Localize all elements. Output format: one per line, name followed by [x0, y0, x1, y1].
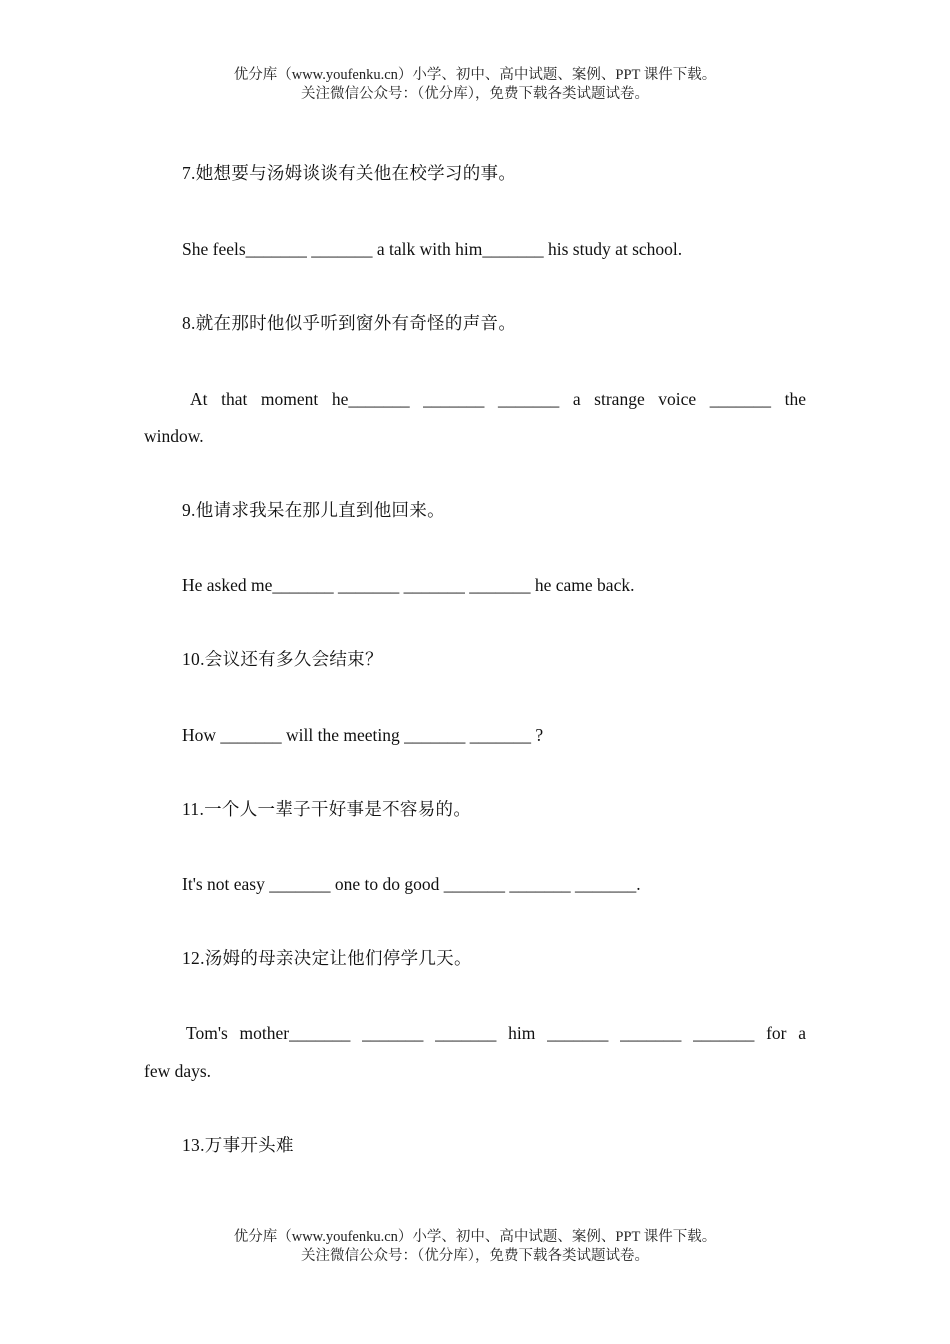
- question-9-english: He asked me_______ _______ _______ _______ he came back.: [182, 575, 635, 595]
- question-13-chinese: 13.万事开头难: [182, 1135, 294, 1155]
- question-12-english-line-2: few days.: [144, 1061, 212, 1081]
- question-7-english: She feels_______ _______ a talk with him_______ his study at school.: [182, 239, 683, 259]
- question-12-chinese: 12.汤姆的母亲决定让他们停学几天。: [182, 948, 472, 968]
- question-9-chinese: 9.他请求我呆在那儿直到他回来。: [182, 500, 445, 520]
- question-7-chinese: 7.她想要与汤姆谈谈有关他在校学习的事。: [182, 163, 517, 183]
- header-line-1: 优分库（www.youfenku.cn）小学、初中、高中试题、案例、PPT 课件下载。: [233, 67, 717, 83]
- page-footer: [0, 1228, 950, 1266]
- header-line-2: 关注微信公众号：（优分库），免费下载各类试题试卷。: [301, 86, 649, 102]
- question-11-english: It's not easy _______ one to do good _______ _______ _______.: [182, 874, 641, 894]
- question-10-chinese: 10.会议还有多久会结束？: [182, 649, 383, 669]
- footer-line-2: 关注微信公众号：（优分库），免费下载各类试题试卷。: [301, 1248, 649, 1264]
- question-8-chinese: 8.就在那时他似乎听到窗外有奇怪的声音。: [182, 313, 517, 333]
- question-8-english-line-1: At that moment he_______ _______ _______ a strange voice _______ the: [190, 389, 806, 409]
- footer-line-1: 优分库（www.youfenku.cn）小学、初中、高中试题、案例、PPT 课件下载。: [233, 1229, 717, 1245]
- page-header: [0, 66, 950, 104]
- question-11-chinese: 11.一个人一辈子干好事是不容易的。: [182, 799, 472, 819]
- question-10-english: How _______ will the meeting _______ _______ ?: [182, 725, 544, 745]
- question-12-english-line-1: Tom's mother_______ _______ _______ him _______ _______ _______ for a: [186, 1023, 806, 1043]
- question-8-english-line-2: window.: [144, 426, 204, 446]
